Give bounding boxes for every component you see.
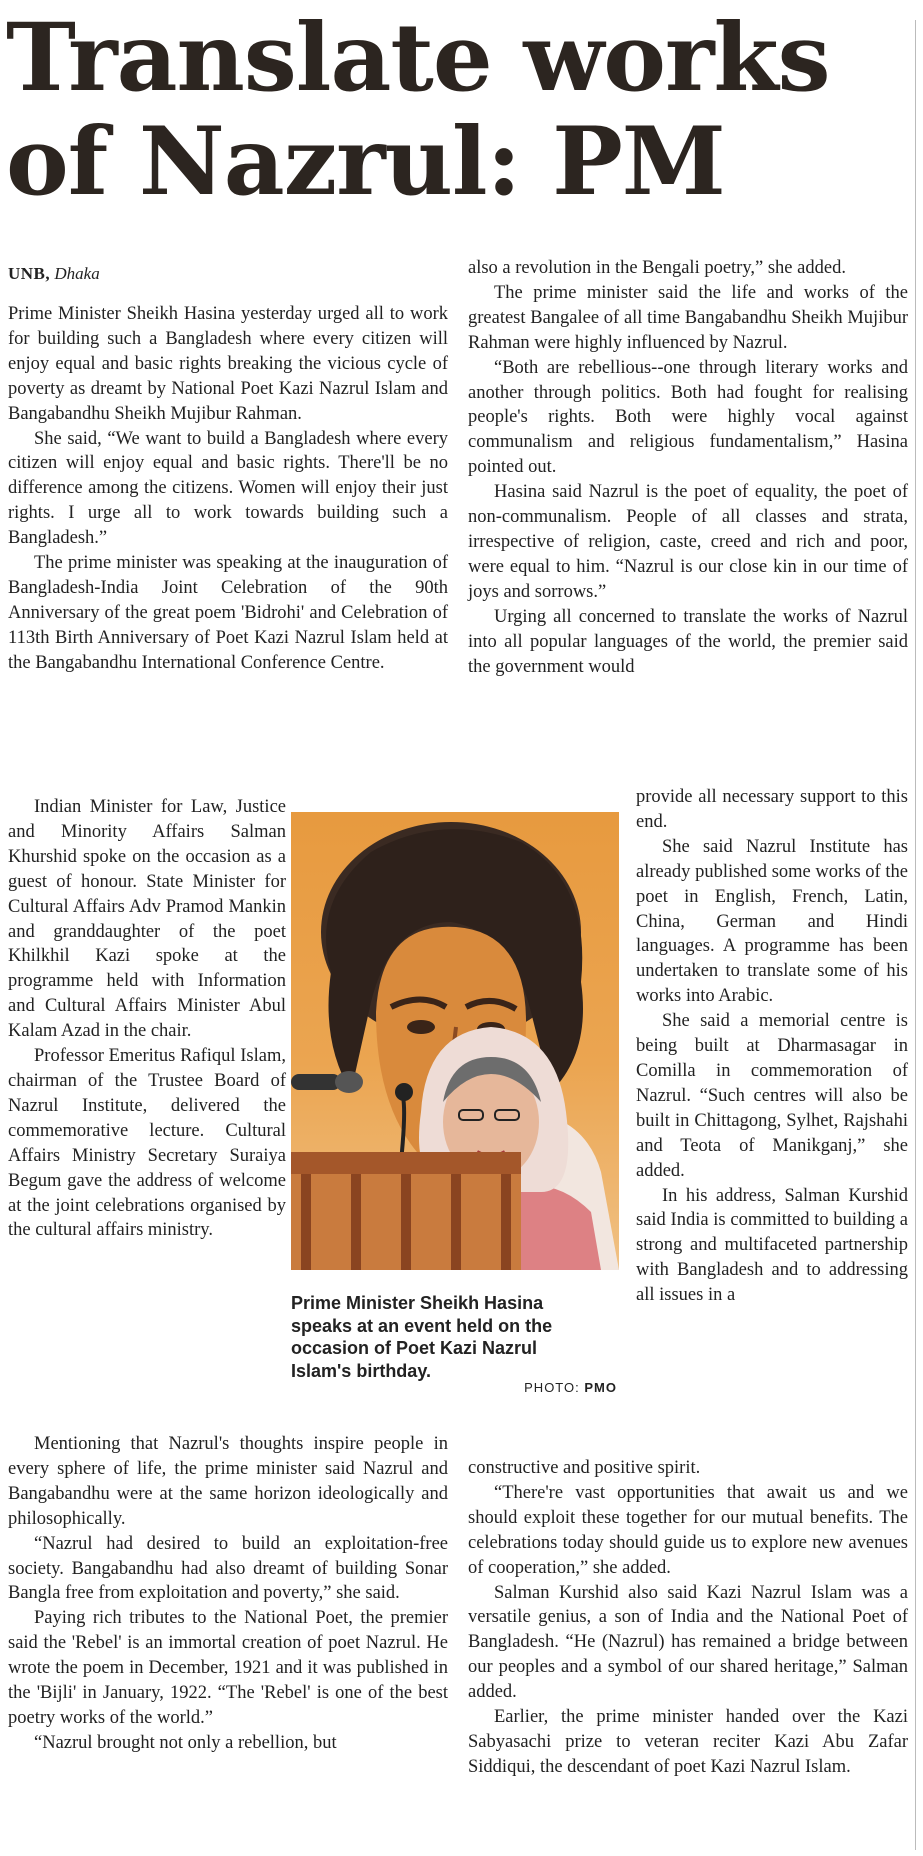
paragraph: Salman Kurshid also said Kazi Nazrul Islam was a versatile genius, a son of India and the National Poet of Bangladesh. “He (Nazrul) has remained a bridge between our peoples and a symbol of our shared heritage,” Salman added.	[468, 1582, 908, 1703]
credit-source: PMO	[584, 1380, 617, 1395]
paragraph: The prime minister said the life and works of the greatest Bangalee of all time Bangabandhu Sheikh Mujibur Rahman were highly influenced by Nazrul.	[468, 282, 908, 353]
credit-label: PHOTO:	[524, 1380, 580, 1395]
paragraph: She said, “We want to build a Bangladesh where every citizen will enjoy equal and basic rights. There'll be no difference among the citizens. Women will enjoy their just rights. I urge all to work towards building such a Bangladesh.”	[8, 428, 448, 549]
paragraph: “Nazrul had desired to build an exploitation-free society. Bangabandhu had also dreamt of building Sonar Bangla free from exploitation and poverty,” she said.	[8, 1533, 448, 1604]
column-left-bottom	[8, 1432, 448, 1756]
paragraph: “Nazrul brought not only a rebellion, but	[34, 1732, 337, 1753]
paragraph: The prime minister was speaking at the inauguration of Bangladesh-India Joint Celebration of the 90th Anniversary of the great poem 'Bidrohi' and Celebration of 113th Birth Anniversary of Poet Kazi Nazrul Islam held at the Bangabandhu International Conference Centre.	[8, 553, 448, 673]
photo-illustration	[291, 812, 619, 1270]
headline-line-2: of Nazrul: PM	[6, 107, 725, 217]
paragraph: Mentioning that Nazrul's thoughts inspire people in every sphere of life, the prime minister said Nazrul and Bangabandhu were at the same horizon ideologically and philosophically.	[8, 1434, 448, 1529]
column-left-narrow	[8, 795, 286, 1243]
paragraph: “Both are rebellious--one through literary works and another through politics. Both had fought for realising people's rights. Both were highly vocal against communalism and religious fundamentalism,” Hasina pointed out.	[468, 357, 908, 478]
paragraph: constructive and positive spirit.	[468, 1458, 701, 1478]
byline-agency: UNB,	[8, 264, 51, 283]
photo-credit	[524, 1380, 617, 1395]
paragraph: She said Nazrul Institute has already published some works of the poet in English, French, Latin, China, German and Hindi languages. A programme has been undertaken to translate some of his works into Arabic.	[636, 836, 908, 1007]
headline-line-1: Translate works	[6, 3, 830, 113]
paragraph: Hasina said Nazrul is the poet of equality, the poet of non-communalism. People of all classes and strata, irrespective of religion, caste, creed and rich and poor, were equal to him. “Nazrul is our close kin in our time of joys and sorrows.”	[468, 482, 908, 602]
article-photo	[291, 812, 619, 1270]
photo-caption	[291, 1292, 621, 1395]
headline	[6, 3, 906, 217]
column-right-top	[468, 256, 908, 679]
paragraph: Urging all concerned to translate the works of Nazrul into all popular languages of the world, the premier said the government would	[468, 606, 908, 677]
paragraph: provide all necessary support to this end.	[636, 787, 908, 832]
column-rule	[915, 20, 916, 1850]
paragraph: Paying rich tributes to the National Poet, the premier said the 'Rebel' is an immortal creation of poet Nazrul. He wrote the poem in December, 1921 and it was published in the 'Bijli' in January, 1922. “The 'Rebel' is one of the best poetry works of the world.”	[8, 1608, 448, 1728]
paragraph: Prime Minister Sheikh Hasina yesterday urged all to work for building such a Bangladesh where every citizen will enjoy equal and basic rights breaking the vicious cycle of poverty as dreamt by National Poet Kazi Nazrul Islam and Bangabandhu Sheikh Mujibur Rahman.	[8, 304, 448, 424]
paragraph: also a revolution in the Bengali poetry,” she added.	[468, 258, 846, 278]
column-right-bottom	[468, 1456, 908, 1780]
paragraph: “There're vast opportunities that await us and we should exploit these together for our mutual benefits. The celebrations today should guide us to explore new avenues of cooperation,” she added.	[468, 1482, 908, 1578]
paragraph: Earlier, the prime minister handed over the Kazi Sabyasachi prize to veteran reciter Kazi Abu Zafar Siddiqui, the descendant of poet Kazi Nazrul Islam.	[468, 1707, 908, 1777]
byline-city: Dhaka	[54, 264, 100, 283]
paragraph: In his address, Salman Kurshid said India is committed to building a strong and multifaceted partnership with Bangladesh and to addressing all issues in a	[636, 1185, 908, 1306]
podium	[291, 1152, 521, 1270]
paragraph: Professor Emeritus Rafiqul Islam, chairman of the Trustee Board of Nazrul Institute, delivered the commemorative lecture. Cultural Affairs Ministry Secretary Suraiya Begum gave the address of welcome at the joint celebrations organised by the cultural affairs ministry.	[8, 1046, 286, 1241]
paragraph: She said a memorial centre is being built at Dharmasagar in Comilla in commemoration of Nazrul. “Such centres will also be built in Chittagong, Sylhet, Rajshahi and Teota of Manikganj,” she added.	[636, 1011, 908, 1181]
byline	[8, 264, 100, 284]
paragraph: Indian Minister for Law, Justice and Minority Affairs Salman Khurshid spoke on the occasion as a guest of honour. State Minister for Cultural Affairs Adv Pramod Mankin and granddaughter of the poet Khilkhil Kazi spoke at the programme held with Information and Cultural Affairs Minister Abul Kalam Azad in the chair.	[8, 797, 286, 1042]
column-left-top	[8, 302, 448, 676]
column-right-narrow	[636, 785, 908, 1308]
caption-text: Prime Minister Sheikh Hasina speaks at an event held on the occasion of Poet Kazi Nazrul Islam's birthday.	[291, 1293, 553, 1381]
